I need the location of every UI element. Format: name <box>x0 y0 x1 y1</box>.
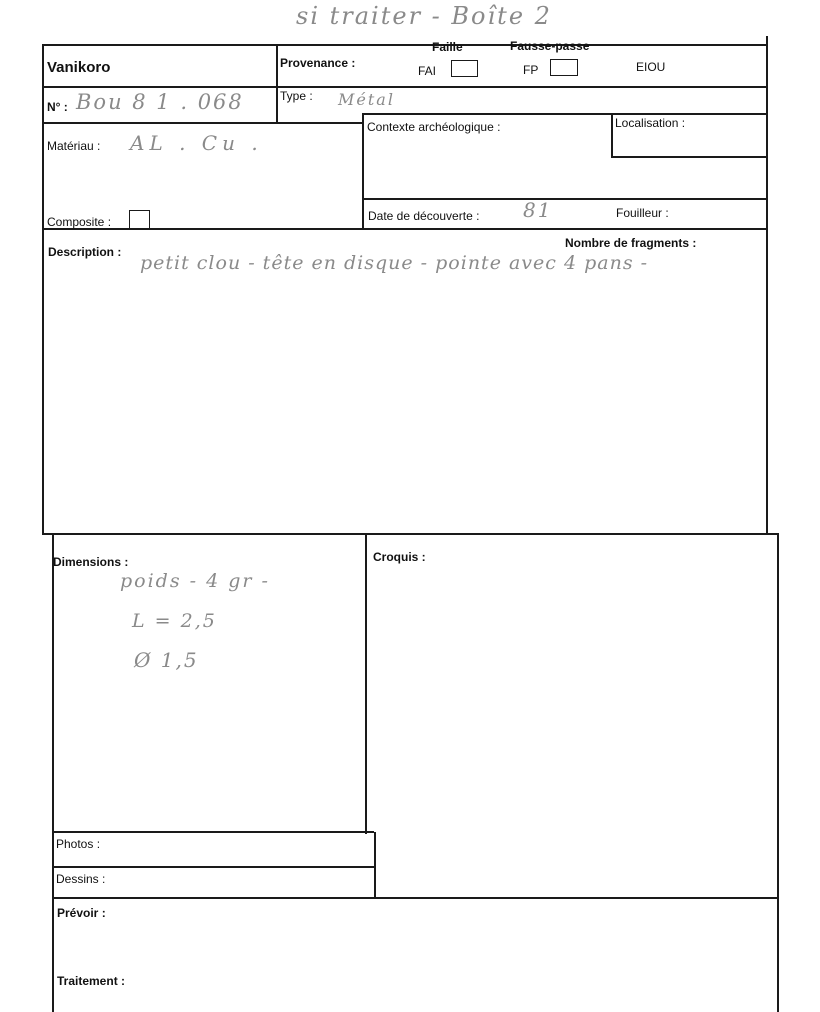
localisation-label: Localisation : <box>615 116 686 130</box>
type-value: Métal <box>338 90 395 109</box>
provenance-label: Provenance : <box>280 56 356 70</box>
fouilleur-label: Fouilleur : <box>616 206 669 220</box>
row-line-localisation <box>611 156 767 158</box>
fai-label: FAI <box>418 64 437 78</box>
row-line-description-bottom <box>42 533 779 535</box>
photos-label: Photos : <box>56 837 101 851</box>
fp-checkbox[interactable] <box>550 59 578 76</box>
prevoir-label: Prévoir : <box>57 906 106 920</box>
col-line-croquis-lower <box>374 832 376 898</box>
faille-label: Faille <box>432 40 463 54</box>
col-line-localisation <box>611 113 613 157</box>
row-line-description-top <box>42 228 767 230</box>
contexte-label: Contexte archéologique : <box>367 120 501 134</box>
site-name: Vanikoro <box>47 59 111 76</box>
col-line-contexte <box>362 113 364 229</box>
fausse-passe-label: Fausse-passe <box>510 39 590 53</box>
fp-label: FP <box>523 63 539 77</box>
date-value: 81 <box>523 198 553 222</box>
type-label: Type : <box>280 89 313 103</box>
fai-checkbox[interactable] <box>451 60 478 77</box>
row-line-header <box>42 86 767 88</box>
form-border-right-lower <box>777 534 779 1012</box>
fragments-label: Nombre de fragments : <box>565 236 697 250</box>
row-line-type <box>362 113 767 115</box>
row-line-date-top <box>362 198 767 200</box>
dessins-label: Dessins : <box>56 872 106 886</box>
composite-label: Composite : <box>47 215 112 229</box>
numero-value: Bou 8 1 . 068 <box>76 90 244 114</box>
col-line-croquis <box>365 534 367 834</box>
form-border-top <box>42 44 767 46</box>
row-line-photos-top <box>52 831 374 833</box>
form-border-left-lower <box>52 534 54 1012</box>
dimensions-label: Dimensions : <box>53 555 129 569</box>
row-line-prevoir-top <box>52 897 779 899</box>
numero-label: N° : <box>47 100 68 114</box>
form-border-right <box>766 36 768 534</box>
form-border-left <box>42 44 44 534</box>
col-line-provenance <box>276 44 278 123</box>
description-label: Description : <box>48 245 122 259</box>
header-handwritten-note: si traiter - Boîte 2 <box>296 2 552 30</box>
materiau-label: Matériau : <box>47 139 101 153</box>
croquis-label: Croquis : <box>373 550 426 564</box>
composite-checkbox[interactable] <box>129 210 150 229</box>
traitement-label: Traitement : <box>57 974 126 988</box>
date-label: Date de découverte : <box>368 209 480 223</box>
row-line-numero <box>42 122 362 124</box>
dimensions-line-diameter: Ø 1,5 <box>134 648 199 672</box>
eiou-label: EIOU <box>636 60 666 74</box>
dimensions-line-weight: poids - 4 gr - <box>120 570 270 592</box>
description-value: petit clou - tête en disque - pointe avec 4 pans - <box>140 252 649 274</box>
row-line-dessins-top <box>52 866 374 868</box>
dimensions-line-length: L = 2,5 <box>132 610 217 632</box>
materiau-value: AL . Cu . <box>130 131 263 155</box>
